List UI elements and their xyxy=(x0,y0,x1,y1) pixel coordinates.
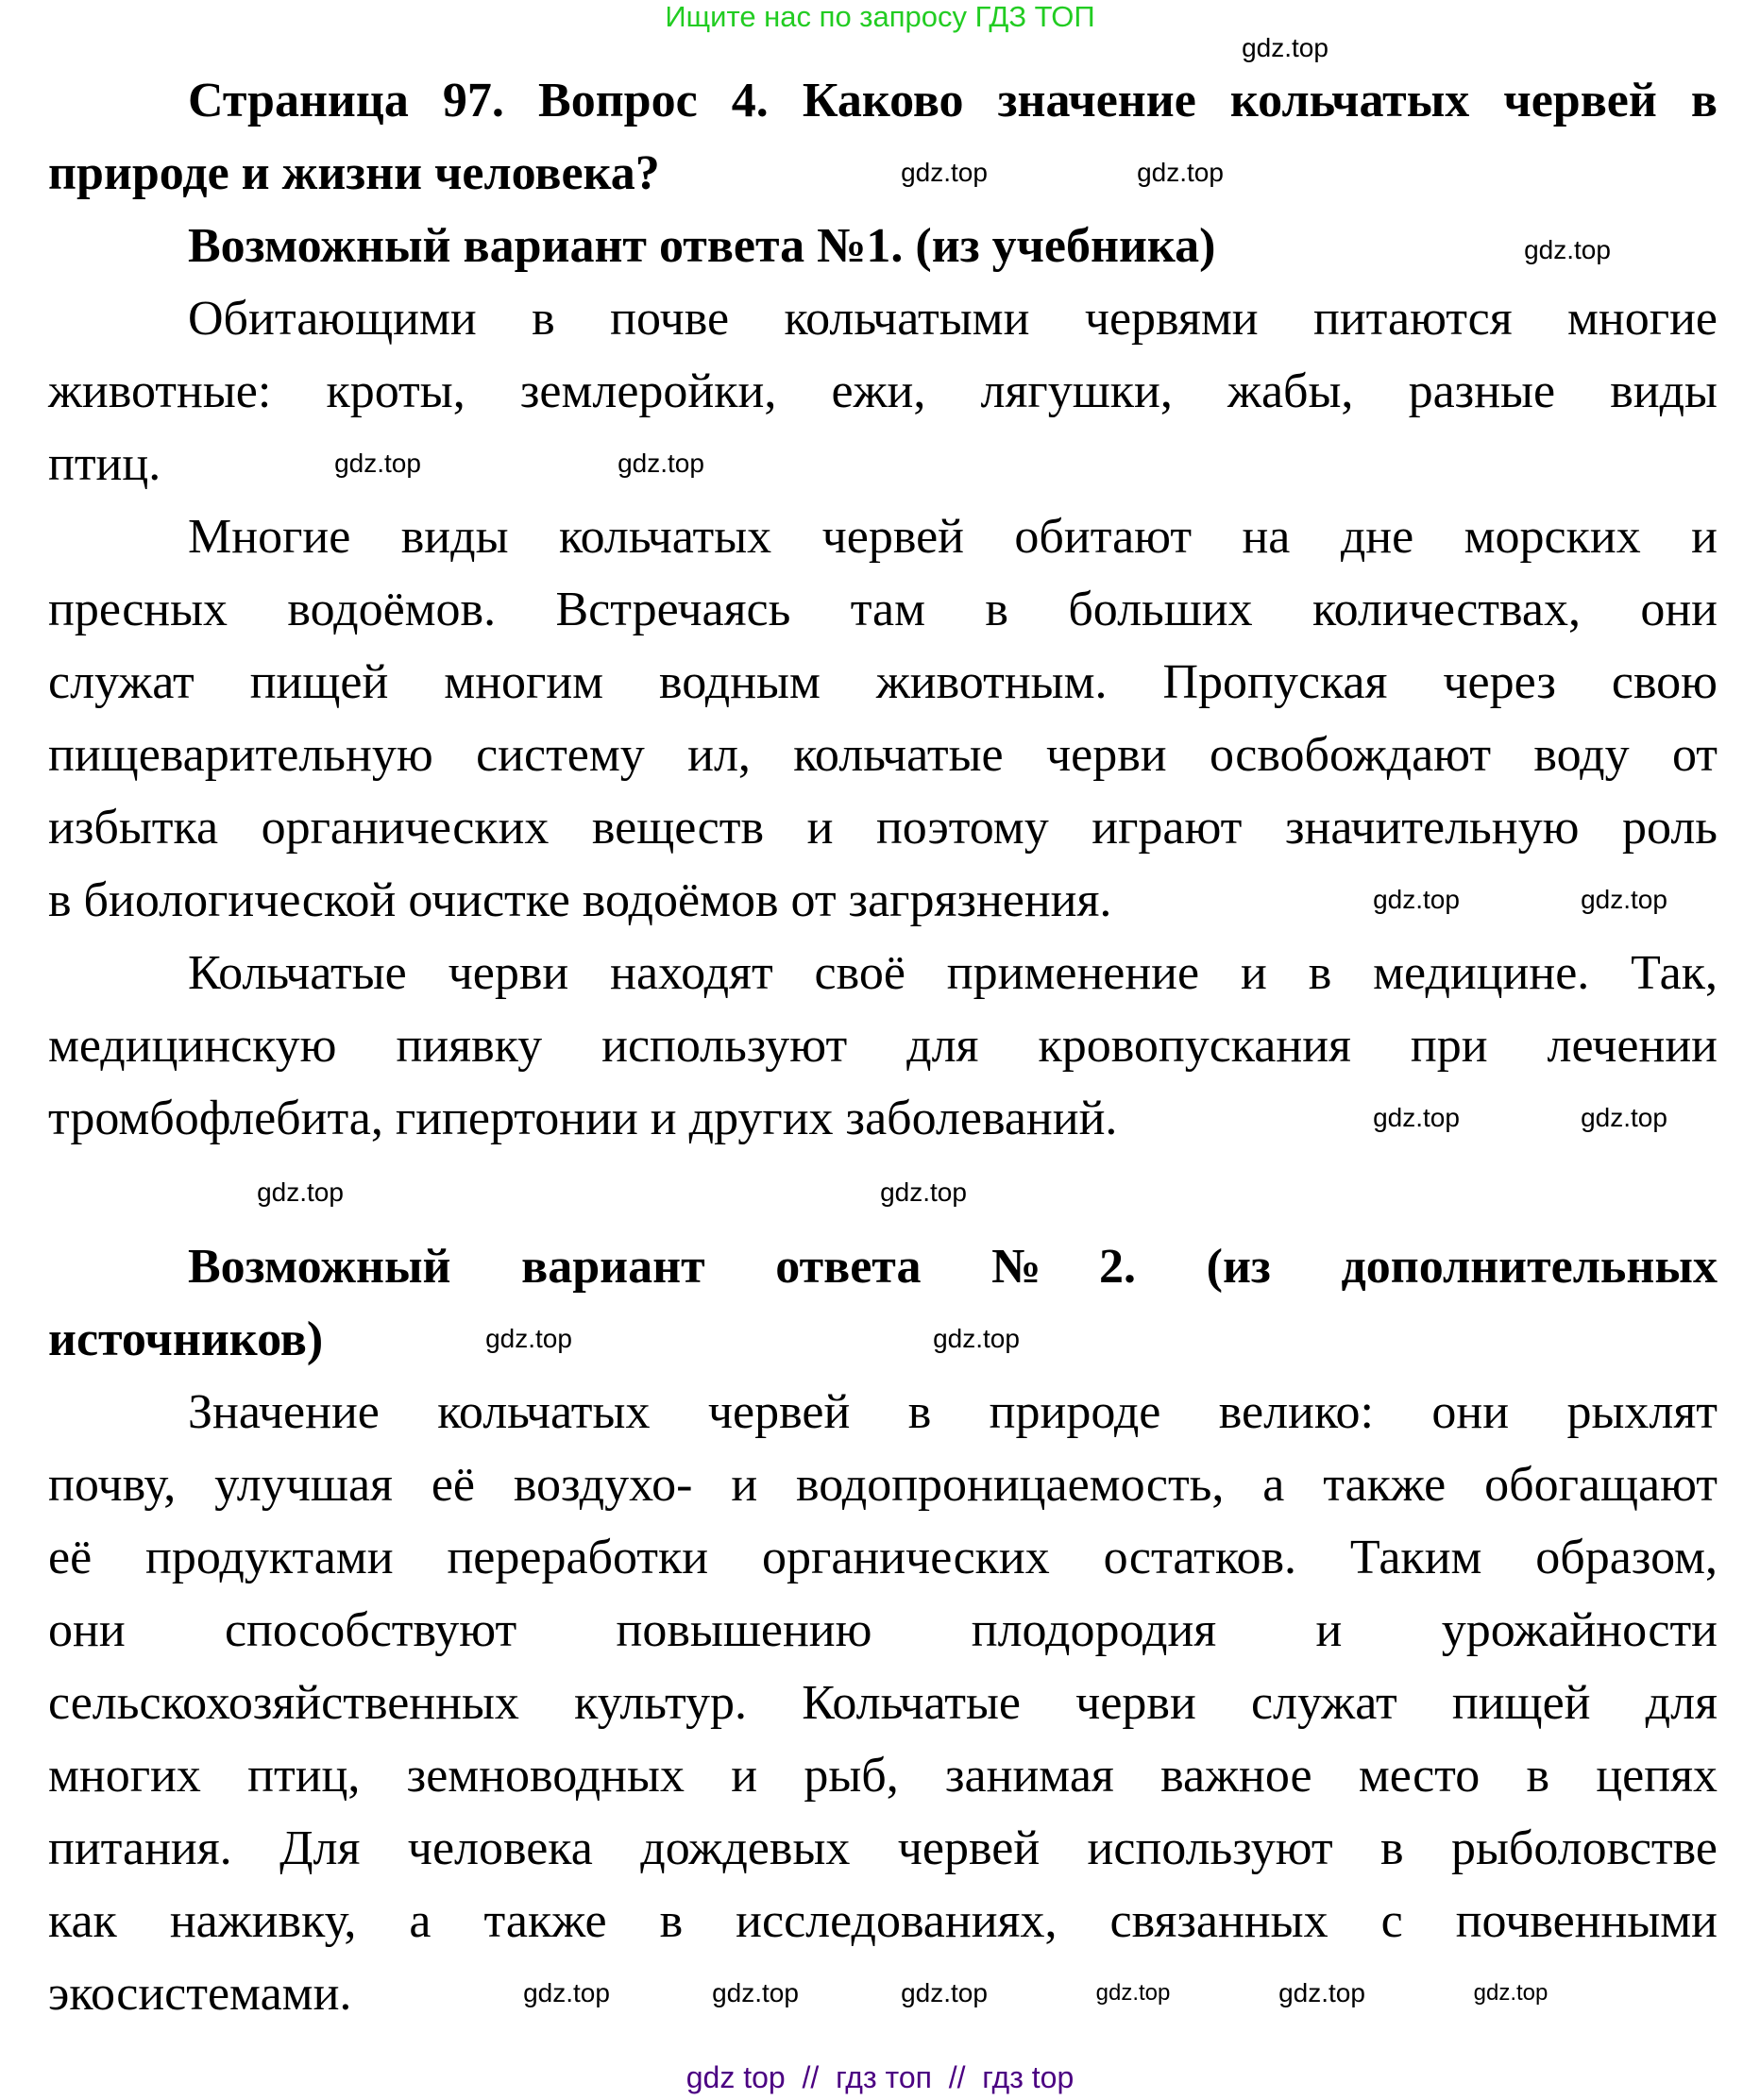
watermark: gdz.top xyxy=(257,1177,344,1207)
watermark: gdz.top xyxy=(901,1978,988,2007)
answer-section-1 xyxy=(48,64,1718,1155)
paragraph-line: Значение кольчатых червей в природе велико: они рыхлят xyxy=(188,1385,1718,1439)
watermark: gdz.top xyxy=(1242,33,1328,62)
paragraph-line: многих птиц, земноводных и рыб, занимая важное место в цепях xyxy=(48,1749,1718,1803)
page-title-line: Страница 97. Вопрос 4. Каково значение кольчатых червей в xyxy=(188,74,1718,127)
watermark: gdz.top xyxy=(880,1177,967,1207)
paragraph-line: они способствуют повышению плодородия и урожайности xyxy=(48,1603,1718,1657)
paragraph-line: пищеварительную систему ил, кольчатые черви освобождают воду от xyxy=(48,728,1718,782)
watermark: gdz.top xyxy=(1373,1103,1460,1132)
answer-2-heading: источников) xyxy=(48,1312,324,1366)
paragraph-line: птиц. xyxy=(48,437,161,491)
answer-1-heading: Возможный вариант ответа №1. (из учебника) xyxy=(188,219,1216,273)
paragraph-line: медицинскую пиявку используют для кровопускания при лечении xyxy=(48,1019,1718,1073)
watermark: gdz.top xyxy=(334,449,421,478)
watermark: gdz.top xyxy=(1095,1980,1171,2006)
paragraph-line: экосистемами. xyxy=(48,1967,352,2021)
answer-2-heading: Возможный вариант ответа №2. (из дополнительных xyxy=(188,1240,1718,1294)
watermark: gdz.top xyxy=(1581,1103,1667,1132)
paragraph-line: животные: кроты, землеройки, ежи, лягушки, жабы, разные виды xyxy=(48,364,1718,418)
watermark: gdz.top xyxy=(1524,235,1611,264)
answer-section-2 xyxy=(48,1230,1718,2030)
paragraph-line: Многие виды кольчатых червей обитают на дне морских и xyxy=(188,510,1718,564)
paragraph-line: в биологической очистке водоёмов от загрязнения. xyxy=(48,873,1112,927)
watermark: gdz.top xyxy=(933,1324,1020,1353)
footer-links: gdz top // гдз топ // гдз top xyxy=(685,2060,1075,2094)
watermark: gdz.top xyxy=(1581,885,1667,914)
watermark: gdz.top xyxy=(1473,1980,1548,2006)
paragraph-line: Кольчатые черви находят своё применение и в медицине. Так, xyxy=(188,946,1718,1000)
paragraph-line: избытка органических веществ и поэтому играют значительную роль xyxy=(48,801,1718,855)
paragraph-line: почву, улучшая её воздухо- и водопроницаемость, а также обогащают xyxy=(48,1458,1718,1512)
paragraph-line: питания. Для человека дождевых червей используют в рыболовстве xyxy=(48,1821,1718,1875)
watermark: gdz.top xyxy=(712,1978,799,2007)
watermark: gdz.top xyxy=(1278,1978,1365,2007)
page-title-line: природе и жизни человека? xyxy=(48,146,660,200)
watermark: gdz.top xyxy=(485,1324,572,1353)
watermark: gdz.top xyxy=(1373,885,1460,914)
paragraph-line: служат пищей многим водным животным. Пропуская через свою xyxy=(48,655,1718,709)
watermark: gdz.top xyxy=(523,1978,610,2007)
paragraph-line: тромбофлебита, гипертонии и других заболеваний. xyxy=(48,1092,1118,1145)
watermark: gdz.top xyxy=(901,158,988,187)
paragraph-line: её продуктами переработки органических остатков. Таким образом, xyxy=(48,1531,1718,1584)
watermark: gdz.top xyxy=(1137,158,1224,187)
paragraph-line: пресных водоёмов. Встречаясь там в больших количествах, они xyxy=(48,583,1718,636)
watermark: gdz.top xyxy=(618,449,704,478)
paragraph-line: Обитающими в почве кольчатыми червями питаются многие xyxy=(188,292,1718,346)
search-banner: Ищите нас по запросу ГДЗ ТОП xyxy=(665,0,1095,33)
paragraph-line: сельскохозяйственных культур. Кольчатые черви служат пищей для xyxy=(48,1676,1718,1730)
paragraph-line: как наживку, а также в исследованиях, связанных с почвенными xyxy=(48,1894,1718,1948)
